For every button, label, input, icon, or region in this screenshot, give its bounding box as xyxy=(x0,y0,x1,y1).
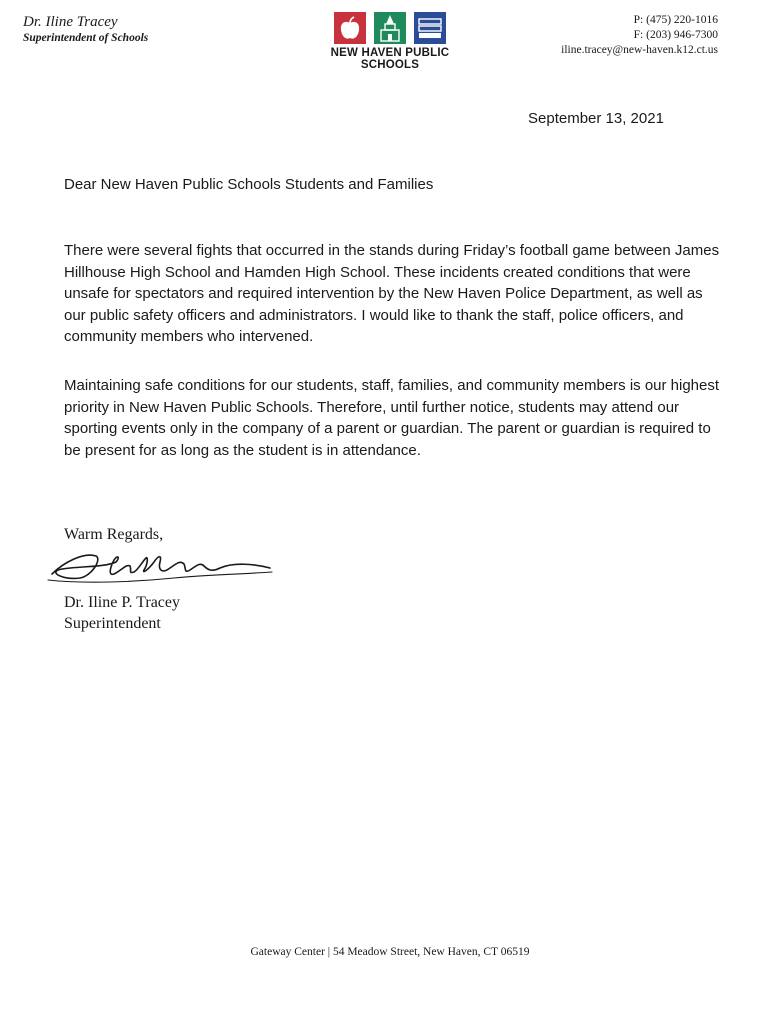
organization-name: NEW HAVEN PUBLIC SCHOOLS xyxy=(330,47,450,71)
body-paragraph-1: There were several fights that occurred in the stands during Friday’s football game between James Hillhouse High School and Hamden High School. These incidents created conditions that were unsafe for spectators and required intervention by the New Haven Police Department, as well as our public safety officers and administrators. I would like to thank the staff, police officers, and community members who intervened. xyxy=(64,242,720,345)
salutation: Dear New Haven Public Schools Students and Families xyxy=(64,176,434,193)
apple-icon xyxy=(334,12,366,44)
valediction: Warm Regards, xyxy=(64,526,164,543)
sender-name: Dr. Iline Tracey xyxy=(23,14,118,30)
sender-title: Superintendent of Schools xyxy=(23,32,149,44)
sender-block xyxy=(23,13,148,45)
books-icon xyxy=(414,12,446,44)
footer-address: Gateway Center | 54 Meadow Street, New Haven, CT 06519 xyxy=(250,946,530,958)
email-address: iline.tracey@new-haven.k12.ct.us xyxy=(561,44,718,56)
handwritten-signature xyxy=(44,544,276,586)
organization-logo xyxy=(300,12,480,71)
building-icon xyxy=(374,12,406,44)
phone-number: P: (475) 220-1016 xyxy=(633,14,718,26)
fax-number: F: (203) 946-7300 xyxy=(633,29,718,41)
contact-block xyxy=(561,13,718,58)
body-paragraph-2: Maintaining safe conditions for our students, staff, families, and community members is our highest priority in New Haven Public Schools. Therefore, until further notice, students may attend our sporting events only in the company of a parent or guardian. The parent or guardian is required to be present for as long as the student is in attendance. xyxy=(64,377,720,459)
letter-date: September 13, 2021 xyxy=(528,110,664,127)
signer-name: Dr. Iline P. Tracey xyxy=(64,594,180,611)
signer-block xyxy=(64,592,180,634)
signer-title: Superintendent xyxy=(64,615,161,632)
